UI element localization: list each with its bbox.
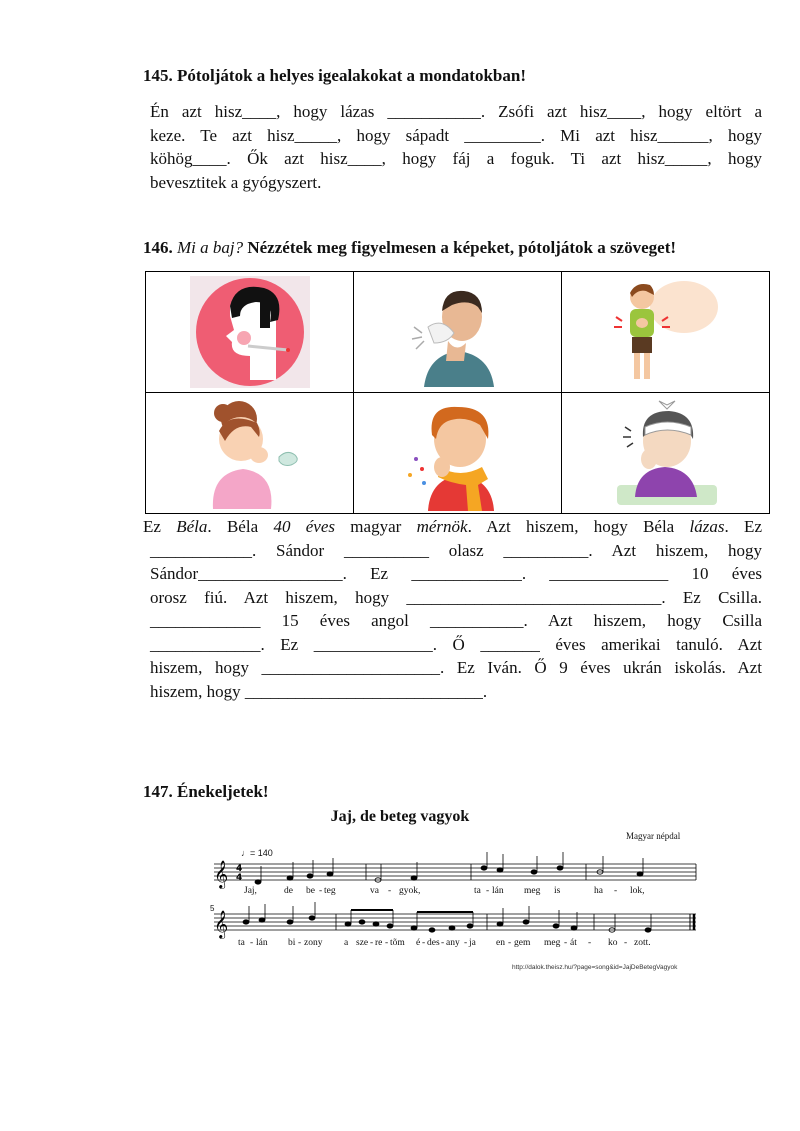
text-fragment: magyar [335,517,417,536]
lyric-syllable: - [298,938,302,948]
exercise-147-title: 147. Énekeljetek! [143,782,269,801]
text-line: hiszem, hogy _____________________. Ez Iván. Ő 9 éves ukrán iskolás. Azt [150,658,762,677]
lyric-syllable: de [284,886,293,896]
lyric-syllable: ha [594,886,603,896]
treble-clef-icon: 𝄞 [214,910,229,938]
staff-1 [214,864,696,880]
exercise-instruction: Nézzétek meg figyelmesen a képeket, pótoljátok a szöveget! [247,238,677,257]
lyric-syllable: - [564,938,568,948]
lyric-syllable: - [250,938,254,948]
lyric-syllable: va [370,886,379,896]
exercise-145-title: 145. Pótoljátok a helyes igealakokat a mondatokban! [143,66,526,85]
lyric-syllable: - [370,938,374,948]
lyric-syllable: lán [256,938,268,948]
lyric-syllable: re [375,938,383,948]
lyric-syllable: é [416,938,421,948]
lyric-syllable: - [588,938,592,948]
text-line: Én azt hisz____, hogy lázas ___________. Zsófi azt hisz____, hogy eltört a [150,102,762,121]
text-fragment: . Béla [207,517,274,536]
text-line: keze. Te azt hisz_____, hogy sápadt _________. Mi azt hisz______, hogy [150,125,762,145]
lyric-syllable: Jaj, [244,886,257,896]
lyric-syllable: - [385,938,389,948]
treble-clef-icon: 𝄞 [214,860,229,888]
time-signature: 4 [236,864,243,874]
text-fragment: 40 éves [273,517,335,536]
lyric-syllable: - [508,938,512,948]
text-fragment: . Azt hiszem, hogy Béla [467,517,690,536]
lyric-syllable: teg [324,886,336,896]
lyric-syllable: - [441,938,445,948]
song-origin: Magyar népdal [626,831,681,841]
lyric-syllable: lán [492,886,504,896]
time-signature: 4 [236,873,243,883]
lyric-syllable: meg [524,886,541,896]
lyric-syllable: ja [469,938,476,948]
lyric-syllable: - [422,938,426,948]
lyric-syllable: ta [238,938,245,948]
text-line: Sándor_________________. Ez _____________. ______________ 10 éves [150,564,762,583]
text-line: hiszem, hogy ____________________________. [150,681,488,701]
song-source-url: http://dalok.theisz.hu/?page=song&id=JajDeBetegVagyok [512,964,678,971]
lyric-syllable: - [464,938,468,948]
lyric-syllable: át [570,938,577,948]
lyric-syllable: - [614,886,618,896]
lyric-syllable: tõm [390,938,405,948]
lyric-syllable: sze [356,938,369,948]
lyric-syllable: ko [608,938,618,948]
text-fragment: Béla [176,517,208,536]
tempo-marking: ♩= 140 [241,848,273,858]
text-line: ____________. Sándor __________ olasz __________. Azt hiszem, hogy [150,540,762,560]
lyric-syllable: - [624,938,628,948]
text-fragment: lázas [689,517,725,536]
lyric-syllable: des [427,938,440,948]
text-fragment: Ez [143,517,177,536]
text-fragment: mérnök [416,517,468,536]
lyric-syllable: lok, [630,886,645,896]
lyric-syllable: - [486,886,490,896]
lyric-syllable: gyok, [399,886,421,896]
exercise-question: Mi a baj? [177,238,244,257]
text-line: _____________ 15 éves angol ___________. Azt hiszem, hogy Csilla [150,611,762,630]
text-fragment: . Ez [724,517,762,536]
lyric-syllable: zony [304,938,323,948]
notes-line-2 [243,902,651,932]
lyric-syllable: any [446,938,460,948]
lyric-syllable: bi [288,938,296,948]
lyric-syllable: is [554,886,561,896]
lyric-syllable: be [306,886,315,896]
lyric-syllable: ta [474,886,481,896]
bar-number: 5 [210,904,215,913]
text-line: _____________. Ez ______________. Ő _______ éves amerikai tanuló. Azt [150,634,762,654]
song-title: Jaj, de beteg vagyok [330,808,470,825]
lyric-syllable: gem [514,938,531,948]
lyric-syllable: en [496,938,505,948]
lyric-syllable: - [388,886,392,896]
lyric-syllable: a [344,938,349,948]
text-line: bevesztitek a gyógyszert. [150,172,322,192]
lyric-syllable: meg [544,938,561,948]
lyric-syllable: - [319,886,323,896]
exercise-number: 146. [143,238,173,257]
text-line: orosz fiú. Azt hiszem, hogy ______________________________. Ez Csilla. [150,587,762,607]
text-line: köhög____. Ők azt hisz____, hogy fáj a foguk. Ti azt hisz_____, hogy [150,149,762,168]
lyric-syllable: zott. [634,938,651,948]
